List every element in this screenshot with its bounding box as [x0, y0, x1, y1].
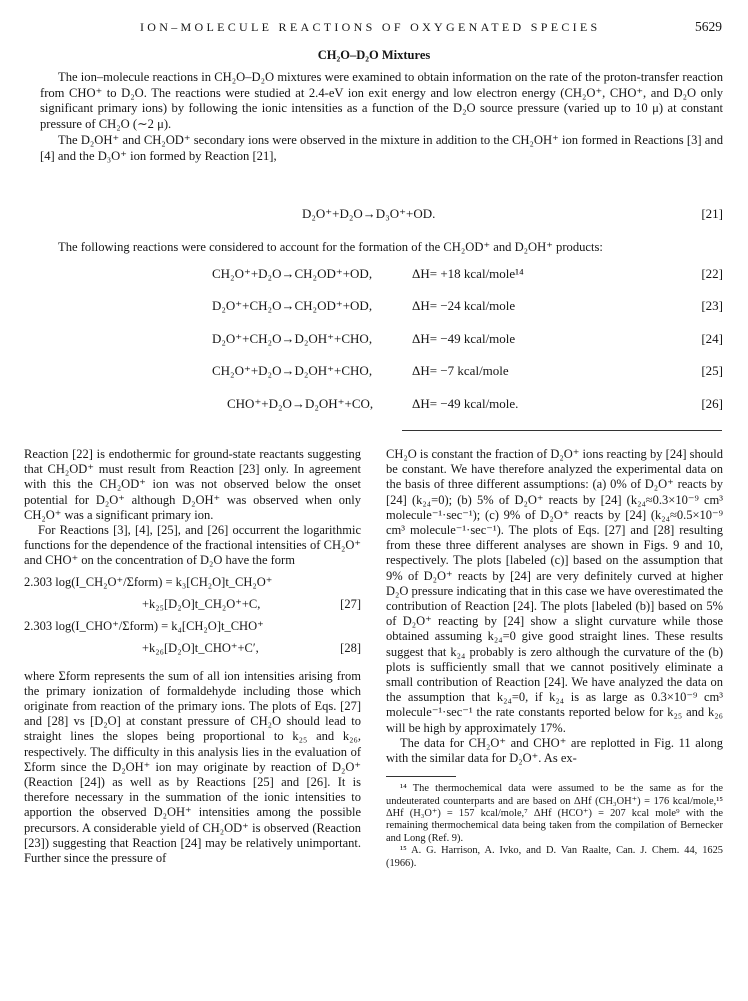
equation-21-number: [21] — [701, 206, 723, 221]
intro-paragraph-3: The following reactions were considered to account for the formation of the CH₂OD⁺ and D₂OH⁺ products: — [58, 240, 603, 254]
equation-27-number: [27] — [340, 596, 361, 611]
equation-28-number: [28] — [340, 640, 361, 655]
equation-24-enthalpy: ΔH= −49 kcal/mole — [412, 331, 516, 346]
equation-22 — [40, 266, 723, 288]
equation-28-line-2 — [24, 641, 361, 663]
equation-28-line-1 — [24, 619, 361, 641]
equation-24-number: [24] — [701, 331, 723, 346]
equation-24 — [40, 331, 723, 353]
equation-25 — [40, 363, 723, 385]
equation-27-line-2 — [24, 597, 361, 619]
right-paragraph-2: The data for CH₂O⁺ and CHO⁺ are replotted in Fig. 11 along with the similar data for D₂O⁺. As ex- — [386, 735, 723, 766]
equation-26-reaction: CHO⁺+D₂O→D₂OH⁺+CO, — [227, 396, 374, 411]
right-column — [386, 447, 723, 870]
footnote-14: ¹⁴ The thermochemical data were assumed to be the same as for the undeuterated counterparts and are based on ΔHf (CH₃OH⁺) = 176 kcal/mole,¹⁵ ΔHf (H₃O⁺) = 157 kcal/mole,⁷ ΔHf (HCO⁺) = 207 kcal mole⁹ with the remaining thermochemical data being taken from the compilation of Bernecker and Long (Ref. 9). — [386, 783, 723, 844]
equation-27-left-side: 2.303 log(I_CH₂O⁺/Σform) = k₃[CH₂O]t_CH₂O⁺ — [24, 574, 273, 589]
left-column — [24, 447, 361, 866]
intro-paragraph-2: The D₂OH⁺ and CH₂OD⁺ secondary ions were observed in the mixture in addition to the CH₂OH⁺ ion formed in Reactions [3] and [4] and the D₃O⁺ ion formed by Reaction [21], — [40, 133, 723, 163]
equation-28-continuation: +k₂₆[D₂O]t_CHO⁺+C′, — [142, 640, 259, 655]
equation-28-left-side: 2.303 log(I_CHO⁺/Σform) = k₄[CH₂O]t_CHO⁺ — [24, 618, 264, 633]
equation-27-continuation: +k₂₅[D₂O]t_CH₂O⁺+C, — [142, 596, 261, 611]
equation-23-number: [23] — [701, 298, 723, 313]
right-paragraph-1: CH₂O is constant the fraction of D₂O⁺ ions reacting by [24] should be constant. We have therefore analyzed the experimental data on the basis of three different assumptions: (a) 0% of D₂O⁺ reacts by [24] (k₂₄=0); (b) 5% of D₂O⁺ reacts by [24] (k₂₄≈0.3×10⁻⁹ cm³ molecule⁻¹·sec⁻¹); (c) 9% of D₂O⁺ reacts by [24] (k₂₄≈0.5×10⁻⁹ cm³ molecule⁻¹·sec⁻¹). The plots of Eqs. [27] and [28] resulting from these three different analyses are shown in Figs. 9 and 10, respectively. The plots [labeled (c)] based on the assumption that 9% of D₂O⁺ reacts by [24] are very definitely curved at higher D₂O pressure indicating that in this case we have overestimated the contribution of Reaction [24]. The plots [labeled (b)] based on 5% of D₂O⁺ reacting by [24] show a slight curvature while those obtained assuming k₂₄=0 give good straight lines. These results suggest that k₂₄ probably is zero although the curvature of the (b) plots is sufficiently small that we cannot positively eliminate a small contribution of Reaction [24]. We have analyzed the data on the assumption that k₂₄=0, if k₂₄ is as large as 0.3×10⁻⁹ cm³ molecule⁻¹·sec⁻¹ the rate constants reported below for k₂₅ and k₂₆ will be high by approximately 17%. — [386, 447, 723, 735]
footnote-rule — [386, 776, 456, 777]
equation-23-reaction: D₂O⁺+CH₂O→CH₂OD⁺+OD, — [212, 298, 373, 313]
equation-22-reaction: CH₂O⁺+D₂O→CH₂OD⁺+OD, — [212, 266, 373, 281]
equation-26-enthalpy: ΔH= −49 kcal/mole. — [412, 396, 519, 411]
equation-24-reaction: D₂O⁺+CH₂O→D₂OH⁺+CHO, — [212, 331, 373, 346]
running-head: ION–MOLECULE REACTIONS OF OXYGENATED SPECIES — [140, 20, 601, 34]
equation-23-enthalpy: ΔH= −24 kcal/mole — [412, 298, 516, 313]
equation-21 — [40, 206, 723, 228]
equation-27-line-1 — [24, 575, 361, 597]
equation-23 — [40, 298, 723, 320]
left-paragraph-3: where Σform represents the sum of all ion intensities arising from the primary ionization of formaldehyde including those which originate from reaction of the primary ions. The plots of Eqs. [27] and [28] vs [D₂O] at constant pressure of CH₂O should lead to straight lines the slopes being proportional to k₂₅ and k₂₆, respectively. The difficulty in this analysis lies in the evaluation of Σform since the D₂OH⁺ ion may originate by reaction of D₂O⁺ (Reaction [24]) as well as by Reactions [25] and [26]. It is therefore necessary in the summation of the ionic intensities to apportion the observed D₂OH⁺ intensities among the possible precursors. A considerable yield of CH₂OD⁺ is observed (Reaction [23]) suggesting that Reaction [24] may be relatively unimportant. Further since the pressure of — [24, 668, 361, 866]
equation-25-reaction: CH₂O⁺+D₂O→D₂OH⁺+CHO, — [212, 363, 373, 378]
footnote-15: ¹⁵ A. G. Harrison, A. Ivko, and D. Van Raalte, Can. J. Chem. 44, 1625 (1966). — [386, 845, 723, 869]
equation-26-number: [26] — [701, 396, 723, 411]
left-paragraph-2: For Reactions [3], [4], [25], and [26] occurrent the logarithmic functions for the dependence of the fractional intensities of CH₂O⁺ and CHO⁺ on the concentration of D₂O have the form — [24, 523, 361, 568]
equation-21-reaction: D₂O⁺+D₂O→D₃O⁺+OD. — [302, 206, 436, 221]
equation-25-number: [25] — [701, 363, 723, 378]
page-number: 5629 — [695, 19, 722, 34]
equation-25-enthalpy: ΔH= −7 kcal/mole — [412, 363, 509, 378]
section-divider — [402, 430, 722, 431]
intro-paragraph-1: The ion–molecule reactions in CH₂O–D₂O mixtures were examined to obtain information on the rate of the proton-transfer reaction from CHO⁺ to D₂O. The reactions were studied at 2.4-eV ion exit energy and low electron energy (CH₂O⁺, CHO⁺, and D₂O only significant primary ions) by following the ionic intensities as a function of the D₂O source pressure (varied up to 10 μ) at constant pressure of CH₂O (∼2 μ). — [40, 70, 723, 131]
section-title: CH₂O–D₂O Mixtures — [317, 48, 431, 62]
left-paragraph-1: Reaction [22] is endothermic for ground-state reactants suggesting that CH₂OD⁺ must result from Reaction [23] only. In agreement with this the CH₂OD⁺ ion was not observed below the onset potential for D₂O⁺ although D₂OH⁺ was observed when only CH₂O⁺ was a significant primary ion. — [24, 447, 361, 522]
equation-26 — [40, 396, 723, 418]
equation-22-number: [22] — [701, 266, 723, 281]
equation-22-enthalpy: ΔH= +18 kcal/mole¹⁴ — [412, 266, 524, 281]
